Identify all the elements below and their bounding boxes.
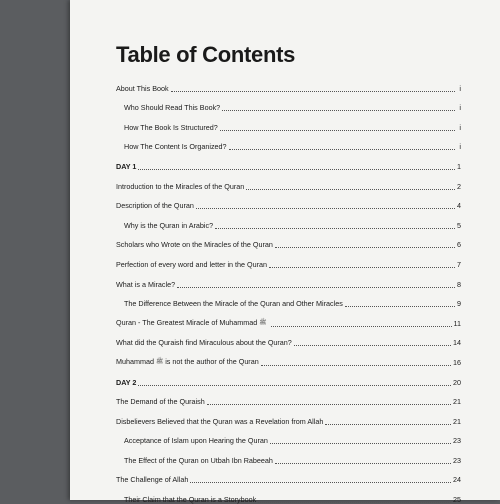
dot-leader	[275, 247, 455, 248]
dot-leader	[246, 189, 455, 190]
toc-entry-label	[116, 318, 269, 328]
toc-entry-text: Their Claim that the Quran is a Storybook	[124, 495, 257, 504]
toc-page-number: 20	[453, 377, 461, 387]
toc-entry-label	[116, 280, 175, 289]
dot-leader	[269, 267, 455, 268]
dot-leader	[258, 502, 451, 503]
toc-entry-text: The Difference Between the Miracle of the Quran and Other Miracles	[124, 299, 343, 309]
dot-leader	[196, 208, 455, 209]
toc-entry-text: DAY 2	[116, 377, 137, 387]
toc-page-number: 24	[453, 475, 461, 485]
toc-entry-text: Description of the Quran	[116, 201, 194, 211]
dot-leader	[190, 482, 451, 483]
toc-page-number: 11	[453, 318, 461, 328]
toc-page-number: 5	[457, 220, 461, 230]
toc-entry[interactable]	[116, 347, 461, 367]
toc-entry-label	[116, 436, 268, 445]
toc-entry[interactable]	[116, 93, 461, 113]
toc-page-number: 25	[453, 495, 461, 504]
page-title: Table of Contents	[116, 42, 296, 67]
pbuh-calligraphy-icon: ﷺ	[155, 357, 164, 365]
toc-entry-text: Why is the Quran in Arabic?	[124, 220, 214, 230]
toc-page-number: 16	[453, 357, 461, 367]
dot-leader	[138, 169, 455, 170]
table-of-contents	[116, 73, 461, 504]
pbuh-calligraphy-icon: ﷺ	[259, 318, 267, 326]
toc-page-number: i	[459, 83, 461, 93]
toc-entry[interactable]	[116, 308, 461, 328]
toc-entry-label	[116, 260, 267, 269]
toc-entry-label	[116, 240, 273, 249]
toc-entry-label	[116, 417, 323, 426]
toc-entry-text: Disbelievers Believed that the Quran was a Revelation from Allah	[116, 416, 324, 426]
toc-entry[interactable]	[116, 171, 461, 191]
toc-entry-text: Perfection of every word and letter in the Quran	[116, 259, 268, 269]
toc-entry[interactable]	[116, 465, 461, 485]
toc-entry-label	[116, 103, 220, 112]
toc-entry-label	[116, 357, 259, 367]
toc-entry[interactable]	[116, 269, 461, 289]
toc-entry-label	[116, 338, 292, 347]
toc-entry[interactable]	[116, 73, 461, 93]
toc-entry-text: Scholars who Wrote on the Miracles of the Quran	[116, 240, 273, 250]
toc-entry-text: Quran - The Greatest Miracle of Muhammad	[116, 317, 258, 327]
toc-page-number: 2	[457, 181, 461, 191]
book-page	[70, 0, 500, 504]
dot-leader	[207, 404, 451, 405]
toc-entry-text: Who Should Read This Book?	[124, 103, 221, 113]
toc-entry-label	[116, 475, 188, 484]
toc-entry[interactable]	[116, 151, 461, 171]
toc-page-number: i	[459, 122, 461, 132]
toc-entry-label	[116, 162, 136, 171]
toc-entry[interactable]	[116, 230, 461, 250]
toc-entry[interactable]	[116, 367, 461, 387]
toc-entry[interactable]	[116, 328, 461, 348]
dot-leader	[294, 345, 451, 346]
toc-entry-text: The Effect of the Quran on Utbah Ibn Rabeeah	[124, 455, 273, 465]
dot-leader	[222, 110, 455, 111]
toc-entry-text: What did the Quraish find Miraculous about the Quran?	[116, 338, 292, 348]
toc-entry-label	[116, 397, 205, 406]
toc-entry[interactable]	[116, 210, 461, 230]
toc-entry-label	[116, 142, 227, 151]
dot-leader	[138, 385, 451, 386]
toc-entry[interactable]	[116, 132, 461, 152]
toc-page-number: i	[459, 142, 461, 152]
toc-page-number: 23	[453, 436, 461, 446]
toc-entry-label	[116, 378, 136, 387]
toc-entry-text-suffix: is not the author of the Quran	[165, 356, 259, 366]
toc-page-number: 14	[453, 338, 461, 348]
toc-entry-text: How The Content Is Organized?	[124, 142, 227, 152]
toc-page-number: 21	[453, 416, 461, 426]
toc-page-number: i	[459, 103, 461, 113]
toc-entry-text: What is a Miracle?	[116, 279, 176, 289]
dot-leader	[325, 424, 451, 425]
toc-entry[interactable]	[116, 387, 461, 407]
toc-page-number: 4	[457, 201, 461, 211]
toc-entry-text: Muhammad	[116, 356, 154, 366]
toc-entry-label	[116, 182, 244, 191]
toc-entry-label	[116, 299, 343, 308]
toc-entry[interactable]	[116, 445, 461, 465]
toc-entry[interactable]	[116, 426, 461, 446]
dot-leader	[220, 130, 455, 131]
toc-entry-text: Introduction to the Miracles of the Quran	[116, 181, 245, 191]
toc-entry-text: The Demand of the Quraish	[116, 397, 205, 407]
toc-entry-label	[116, 123, 218, 132]
toc-entry-text: Acceptance of Islam upon Hearing the Quran	[124, 436, 268, 446]
toc-entry-label	[116, 84, 169, 93]
toc-page-number: 6	[457, 240, 461, 250]
toc-page-number: 23	[453, 455, 461, 465]
toc-entry-text: How The Book Is Structured?	[124, 122, 218, 132]
toc-entry[interactable]	[116, 484, 461, 504]
toc-entry-text: DAY 1	[116, 161, 137, 171]
dot-leader	[177, 287, 455, 288]
dot-leader	[270, 443, 451, 444]
toc-entry-label	[116, 456, 273, 465]
dot-leader	[215, 228, 455, 229]
dot-leader	[271, 326, 452, 327]
toc-entry-text: The Challenge of Allah	[116, 475, 189, 485]
toc-entry-label	[116, 221, 213, 230]
toc-entry-text: About This Book	[116, 83, 169, 93]
toc-entry[interactable]	[116, 289, 461, 309]
toc-entry[interactable]	[116, 249, 461, 269]
toc-page-number: 9	[457, 299, 461, 309]
toc-page-number: 8	[457, 279, 461, 289]
toc-entry-label	[116, 201, 194, 210]
toc-page-number: 7	[457, 259, 461, 269]
dot-leader	[261, 365, 451, 366]
dot-leader	[275, 463, 451, 464]
toc-page-number: 1	[457, 161, 461, 171]
toc-entry[interactable]	[116, 406, 461, 426]
toc-page-number: 21	[453, 397, 461, 407]
toc-entry[interactable]	[116, 112, 461, 132]
dot-leader	[345, 306, 455, 307]
toc-entry[interactable]	[116, 191, 461, 211]
dot-leader	[171, 91, 455, 92]
dot-leader	[229, 149, 455, 150]
